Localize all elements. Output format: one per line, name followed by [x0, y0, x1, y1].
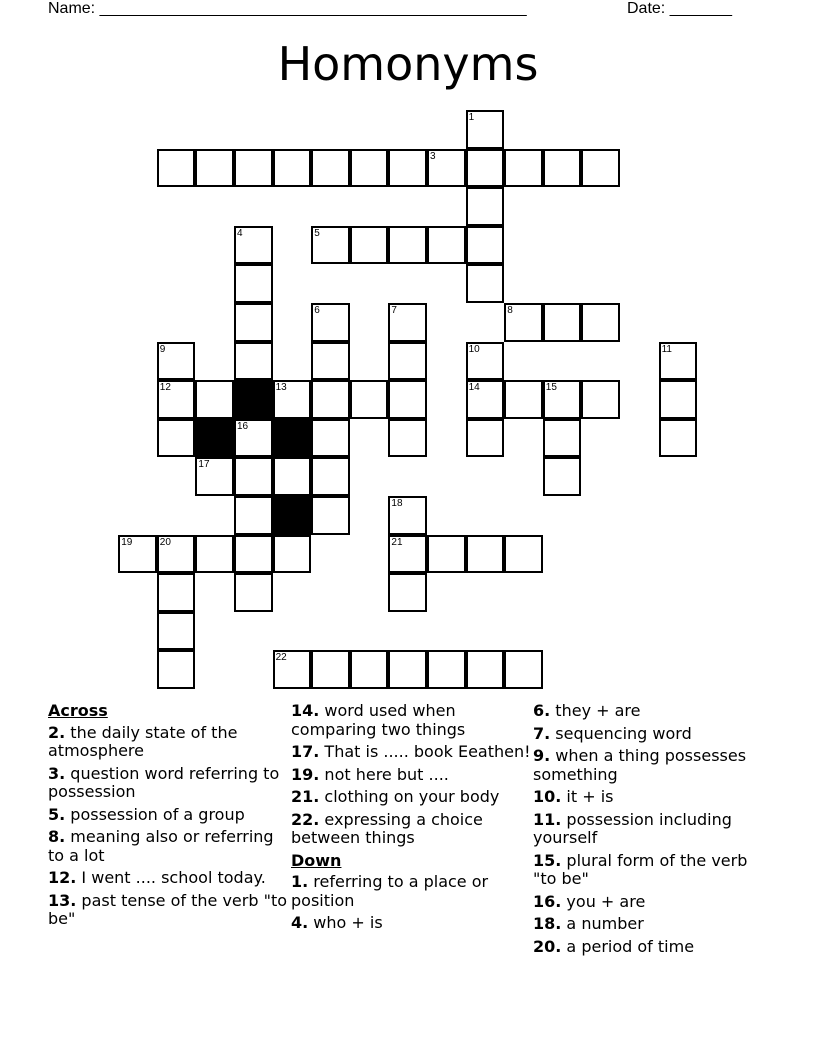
clues-column-2 — [291, 702, 531, 937]
clue-number-label: 21. — [291, 787, 320, 806]
grid-cell[interactable] — [350, 650, 389, 689]
clue-number-label: 4. — [291, 913, 309, 932]
clue-item — [533, 938, 773, 957]
name-field-label: Name: ________________________________________________ — [48, 0, 527, 17]
grid-cell[interactable] — [195, 457, 234, 496]
grid-cell[interactable] — [466, 342, 505, 381]
grid-cell[interactable] — [273, 380, 312, 419]
grid-cell[interactable] — [388, 342, 427, 381]
down-heading: Down — [291, 850, 342, 870]
clue-text: a period of time — [561, 936, 695, 956]
black-square — [195, 419, 234, 458]
grid-cell[interactable] — [118, 535, 157, 574]
grid-cell[interactable] — [234, 226, 273, 265]
clue-item — [533, 893, 773, 912]
grid-cell[interactable] — [350, 380, 389, 419]
black-square — [234, 380, 273, 419]
grid-cell[interactable] — [350, 149, 389, 188]
clue-text: you + are — [561, 891, 646, 911]
clue-number: 7 — [391, 305, 397, 316]
grid-cell[interactable] — [388, 496, 427, 535]
clue-text: who + is — [308, 913, 383, 932]
clue-item — [533, 725, 773, 744]
grid-cell[interactable] — [504, 149, 543, 188]
grid-cell[interactable] — [466, 226, 505, 265]
grid-cell[interactable] — [350, 226, 389, 265]
clue-number: 12 — [159, 382, 171, 394]
clue-number-label: 3. — [48, 763, 66, 783]
grid-cell[interactable] — [427, 650, 466, 689]
clue-item — [291, 788, 531, 807]
grid-cell[interactable] — [234, 149, 273, 188]
clue-number: 15 — [545, 382, 557, 394]
black-square — [273, 496, 312, 535]
grid-cell[interactable] — [427, 535, 466, 574]
clue-number: 22 — [275, 652, 287, 664]
clue-text: meaning also or referring to a lot — [48, 827, 274, 865]
grid-cell[interactable] — [466, 187, 505, 226]
grid-cell[interactable] — [311, 496, 350, 535]
grid-cell[interactable] — [388, 380, 427, 419]
clue-item — [291, 743, 531, 762]
clue-number-label: 5. — [48, 804, 66, 824]
clue-text: I went .... school today. — [76, 868, 266, 887]
grid-cell[interactable] — [234, 264, 273, 303]
grid-cell[interactable] — [157, 612, 196, 651]
clue-item — [48, 724, 288, 761]
clue-number: 10 — [468, 343, 480, 355]
clue-number-label: 15. — [533, 850, 562, 870]
clue-number-label: 9. — [533, 746, 551, 765]
grid-cell[interactable] — [234, 496, 273, 535]
clue-item — [533, 702, 773, 721]
page-title: Homonyms — [277, 37, 539, 91]
clue-number-label: 14. — [291, 701, 320, 720]
clue-number: 8 — [507, 305, 513, 316]
clue-number: 9 — [159, 343, 166, 355]
clue-number: 20 — [159, 536, 171, 548]
across-clue-list-continued — [291, 702, 531, 848]
clue-item — [291, 766, 531, 785]
clue-item — [48, 765, 288, 802]
clue-number: 16 — [237, 420, 249, 432]
grid-cell[interactable] — [234, 573, 273, 612]
clue-number-label: 20. — [533, 936, 562, 956]
clue-number: 11 — [661, 343, 672, 355]
grid-cell[interactable] — [466, 419, 505, 458]
grid-cell[interactable] — [504, 650, 543, 689]
clue-number-label: 22. — [291, 809, 320, 829]
grid-cell[interactable] — [543, 303, 582, 342]
clue-number-label: 12. — [48, 868, 77, 887]
clue-text: word used when comparing two things — [291, 701, 466, 739]
grid-cell[interactable] — [504, 535, 543, 574]
grid-cell[interactable] — [273, 535, 312, 574]
grid-cell[interactable] — [581, 380, 620, 419]
clue-number: 1 — [468, 112, 475, 123]
grid-cell[interactable] — [466, 264, 505, 303]
clue-number-label: 13. — [48, 890, 77, 910]
grid-cell[interactable] — [195, 535, 234, 574]
grid-cell[interactable] — [157, 419, 196, 458]
grid-cell[interactable] — [311, 380, 350, 419]
clue-text: sequencing word — [550, 723, 692, 743]
across-clue-list — [48, 724, 288, 929]
grid-cell[interactable] — [234, 457, 273, 496]
clue-text: past tense of the verb "to be" — [48, 890, 288, 928]
clue-number: 18 — [391, 498, 403, 509]
clue-number-label: 17. — [291, 742, 320, 761]
grid-cell[interactable] — [388, 149, 427, 188]
grid-cell[interactable] — [157, 650, 196, 689]
clue-item — [48, 892, 288, 929]
clue-item — [48, 869, 288, 888]
clue-text: expressing a choice between things — [291, 809, 483, 847]
date-field-label: Date: _______ — [627, 0, 732, 17]
clue-text: That is ..... book Eeathen! — [319, 742, 531, 761]
grid-cell[interactable] — [388, 303, 427, 342]
down-clue-list — [291, 873, 531, 933]
clue-number: 14 — [468, 382, 480, 394]
clues-column-3 — [533, 702, 773, 960]
grid-cell[interactable] — [273, 650, 312, 689]
clue-text: they + are — [550, 701, 641, 720]
clue-item — [291, 702, 531, 739]
clue-text: clothing on your body — [319, 787, 500, 806]
clue-number: 5 — [314, 227, 320, 239]
clue-text: possession including yourself — [533, 809, 732, 847]
grid-cell[interactable] — [466, 535, 505, 574]
clue-number-label: 2. — [48, 722, 66, 742]
grid-cell[interactable] — [388, 573, 427, 612]
grid-cell[interactable] — [504, 303, 543, 342]
grid-cell[interactable] — [427, 226, 466, 265]
clue-text: possession of a group — [65, 804, 245, 824]
grid-cell[interactable] — [273, 457, 312, 496]
grid-cell[interactable] — [388, 650, 427, 689]
clue-number: 4 — [237, 227, 243, 239]
grid-cell[interactable] — [273, 149, 312, 188]
grid-cell[interactable] — [543, 149, 582, 188]
grid-cell[interactable] — [157, 342, 196, 381]
grid-cell[interactable] — [388, 535, 427, 574]
clue-item — [533, 788, 773, 807]
clue-number-label: 19. — [291, 764, 320, 784]
grid-cell[interactable] — [659, 380, 698, 419]
grid-cell[interactable] — [311, 303, 350, 342]
grid-cell[interactable] — [311, 342, 350, 381]
clue-number: 21 — [391, 536, 403, 548]
clue-text: when a thing possesses something — [533, 746, 747, 784]
clue-item — [533, 747, 773, 784]
clue-number-label: 6. — [533, 701, 551, 720]
clue-number: 19 — [121, 536, 133, 548]
grid-cell[interactable] — [234, 419, 273, 458]
grid-cell[interactable] — [157, 573, 196, 612]
clue-number: 3 — [430, 150, 436, 162]
clue-item — [533, 852, 773, 889]
clue-number-label: 18. — [533, 914, 562, 933]
clue-number-label: 10. — [533, 787, 562, 806]
across-heading: Across — [48, 701, 108, 720]
black-square — [273, 419, 312, 458]
clue-number: 13 — [275, 382, 287, 394]
clue-item — [48, 806, 288, 825]
clue-number-label: 11. — [533, 809, 562, 829]
clue-item — [533, 811, 773, 848]
clue-item — [291, 873, 531, 910]
grid-cell[interactable] — [659, 419, 698, 458]
grid-cell[interactable] — [311, 457, 350, 496]
grid-cell[interactable] — [388, 419, 427, 458]
clue-text: referring to a place or position — [291, 872, 489, 910]
grid-cell[interactable] — [427, 149, 466, 188]
clue-number-label: 16. — [533, 891, 562, 911]
grid-cell[interactable] — [659, 342, 698, 381]
grid-cell[interactable] — [466, 110, 505, 149]
grid-cell[interactable] — [311, 226, 350, 265]
clue-text: it + is — [561, 787, 614, 806]
clue-item — [533, 915, 773, 934]
grid-cell[interactable] — [311, 419, 350, 458]
clue-text: plural form of the verb "to be" — [533, 850, 748, 888]
grid-cell[interactable] — [234, 342, 273, 381]
grid-cell[interactable] — [311, 650, 350, 689]
clue-number: 6 — [314, 305, 320, 316]
grid-cell[interactable] — [466, 149, 505, 188]
clue-number-label: 1. — [291, 872, 309, 891]
clue-text: the daily state of the atmosphere — [48, 722, 238, 760]
clues-column-1 — [48, 702, 288, 933]
clue-text: not here but .... — [319, 764, 449, 784]
grid-cell[interactable] — [581, 303, 620, 342]
clue-item — [291, 914, 531, 933]
grid-cell[interactable] — [466, 380, 505, 419]
clue-item — [48, 828, 288, 865]
clue-number: 17 — [198, 459, 210, 471]
grid-cell[interactable] — [388, 226, 427, 265]
clue-number-label: 8. — [48, 827, 66, 846]
grid-cell[interactable] — [195, 380, 234, 419]
grid-cell[interactable] — [504, 380, 543, 419]
grid-cell[interactable] — [543, 457, 582, 496]
clue-item — [291, 811, 531, 848]
grid-cell[interactable] — [157, 380, 196, 419]
clue-number-label: 7. — [533, 723, 551, 743]
clue-text: question word referring to possession — [48, 763, 280, 801]
grid-cell[interactable] — [234, 303, 273, 342]
grid-cell[interactable] — [543, 380, 582, 419]
grid-cell[interactable] — [581, 149, 620, 188]
down-clue-list-continued — [533, 702, 773, 956]
grid-cell[interactable] — [157, 149, 196, 188]
grid-cell[interactable] — [157, 535, 196, 574]
grid-cell[interactable] — [311, 149, 350, 188]
grid-cell[interactable] — [466, 650, 505, 689]
grid-cell[interactable] — [543, 419, 582, 458]
grid-cell[interactable] — [234, 535, 273, 574]
grid-cell[interactable] — [195, 149, 234, 188]
clue-text: a number — [561, 914, 644, 933]
